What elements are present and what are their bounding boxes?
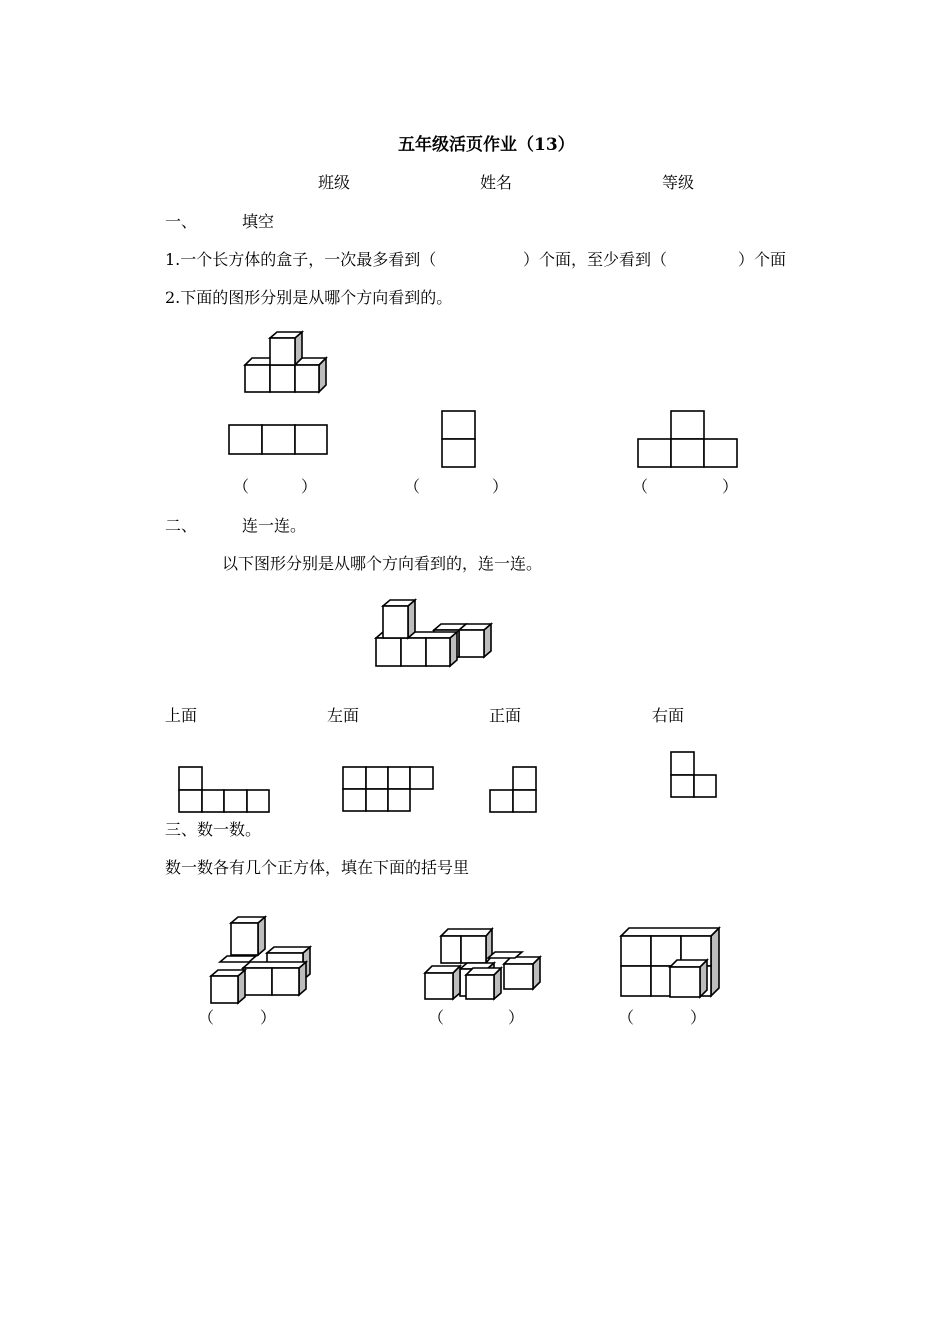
section1-number: 一、 (165, 212, 198, 231)
figure-3d-blocks-2 (372, 598, 497, 670)
view-label-top: 上面 (165, 706, 198, 725)
view-row-of-three (228, 424, 328, 454)
close-paren: ） (260, 1008, 277, 1027)
open-paren: （ (428, 1008, 445, 1027)
close-paren: ） (301, 477, 318, 496)
section1-heading: 填空 (242, 212, 275, 231)
section3-instruction: 数一数各有几个正方体，填在下面的括号里 (165, 858, 470, 877)
view-t-shape (637, 410, 739, 468)
view-label-left: 左面 (327, 706, 360, 725)
view-shape-1[interactable] (178, 766, 272, 814)
section3-heading: 三、数一数。 (165, 820, 262, 839)
view-column-of-two (441, 410, 477, 468)
open-paren: （ (198, 1008, 215, 1027)
question1-part-a: 1.一个长方体的盒子，一次最多看到（ (165, 250, 437, 269)
section2-number: 二、 (165, 516, 198, 535)
section2-instruction: 以下图形分别是从哪个方向看到的，连一连。 (222, 554, 543, 573)
counting-figure-2 (422, 926, 547, 1001)
question2-text: 2.下面的图形分别是从哪个方向看到的。 (165, 288, 453, 307)
name-label: 姓名 (480, 173, 513, 192)
page-title: 五年级活页作业（13） (398, 135, 575, 155)
view-shape-4[interactable] (670, 751, 720, 799)
view-shape-3[interactable] (489, 766, 539, 814)
open-paren: （ (632, 477, 649, 496)
class-label: 班级 (318, 173, 351, 192)
figure-3d-blocks-1 (240, 330, 340, 400)
close-paren: ） (690, 1008, 707, 1027)
close-paren: ） (508, 1008, 525, 1027)
view-label-right: 右面 (652, 706, 685, 725)
view-label-front: 正面 (489, 706, 522, 725)
counting-figure-1 (208, 914, 318, 1009)
open-paren: （ (618, 1008, 635, 1027)
close-paren: ） (492, 477, 509, 496)
close-paren: ） (722, 477, 739, 496)
question1-part-b: ）个面，至少看到（ (523, 250, 668, 269)
view-shape-2[interactable] (342, 766, 436, 814)
open-paren: （ (404, 477, 421, 496)
question1-part-c: ）个面 (738, 250, 787, 269)
grade-label: 等级 (662, 173, 695, 192)
counting-figure-3 (619, 925, 754, 1003)
open-paren: （ (233, 477, 250, 496)
section2-heading: 连一连。 (242, 516, 307, 535)
